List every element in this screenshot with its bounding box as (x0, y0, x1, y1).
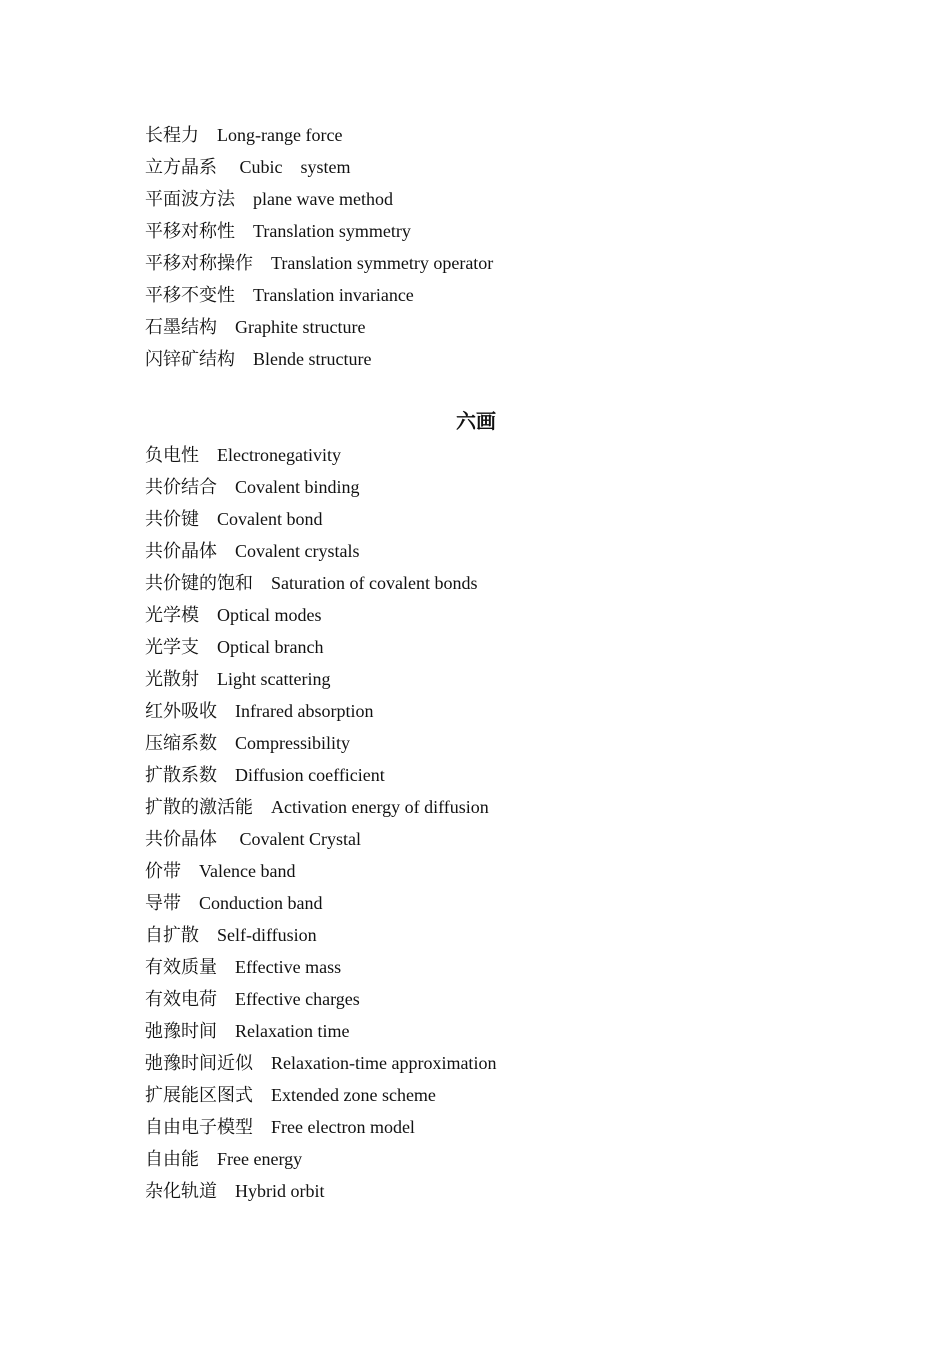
glossary-entry: 扩散系数 Diffusion coefficient (145, 765, 385, 785)
glossary-entry: 共价键 Covalent bond (145, 509, 323, 529)
glossary-entry: 共价键的饱和 Saturation of covalent bonds (145, 573, 478, 593)
glossary-entry: 杂化轨道 Hybrid orbit (145, 1181, 325, 1201)
glossary-entry: 有效质量 Effective mass (145, 957, 342, 977)
glossary-entry: 自由能 Free energy (145, 1149, 303, 1169)
glossary-entry: 光学模 Optical modes (145, 605, 322, 625)
glossary-entry: 共价晶体 Covalent Crystal (145, 829, 361, 849)
glossary-entry: 立方晶系 Cubic system (145, 157, 351, 177)
glossary-entry: 压缩系数 Compressibility (145, 733, 351, 753)
glossary-entry: 弛豫时间 Relaxation time (145, 1021, 350, 1041)
glossary-entry: 扩展能区图式 Extended zone scheme (145, 1085, 436, 1105)
glossary-entry: 价带 Valence band (145, 861, 296, 881)
glossary-entry: 自扩散 Self-diffusion (145, 925, 317, 945)
glossary-entry: 共价结合 Covalent binding (145, 477, 360, 497)
glossary-entry: 石墨结构 Graphite structure (145, 317, 366, 337)
glossary-list-six-strokes (145, 439, 845, 1207)
glossary-entry: 导带 Conduction band (145, 893, 323, 913)
glossary-entry: 平移不变性 Translation invariance (145, 285, 414, 305)
glossary-entry: 自由电子模型 Free electron model (145, 1117, 415, 1137)
glossary-entry: 有效电荷 Effective charges (145, 989, 360, 1009)
glossary-entry: 弛豫时间近似 Relaxation-time approximation (145, 1053, 497, 1073)
glossary-entry: 负电性 Electronegativity (145, 445, 341, 465)
glossary-list-continued (145, 119, 845, 375)
glossary-entry: 平移对称操作 Translation symmetry operator (145, 253, 494, 273)
glossary-entry: 光散射 Light scattering (145, 669, 331, 689)
glossary-entry: 光学支 Optical branch (145, 637, 324, 657)
glossary-entry: 共价晶体 Covalent crystals (145, 541, 360, 561)
glossary-entry: 闪锌矿结构 Blende structure (145, 349, 372, 369)
glossary-entry: 长程力 Long-range force (145, 125, 343, 145)
glossary-entry: 扩散的激活能 Activation energy of diffusion (145, 797, 489, 817)
glossary-entry: 平面波方法 plane wave method (145, 189, 393, 209)
glossary-entry: 红外吸收 Infrared absorption (145, 701, 374, 721)
glossary-entry: 平移对称性 Translation symmetry (145, 221, 411, 241)
section-heading: 六画 (456, 409, 496, 433)
